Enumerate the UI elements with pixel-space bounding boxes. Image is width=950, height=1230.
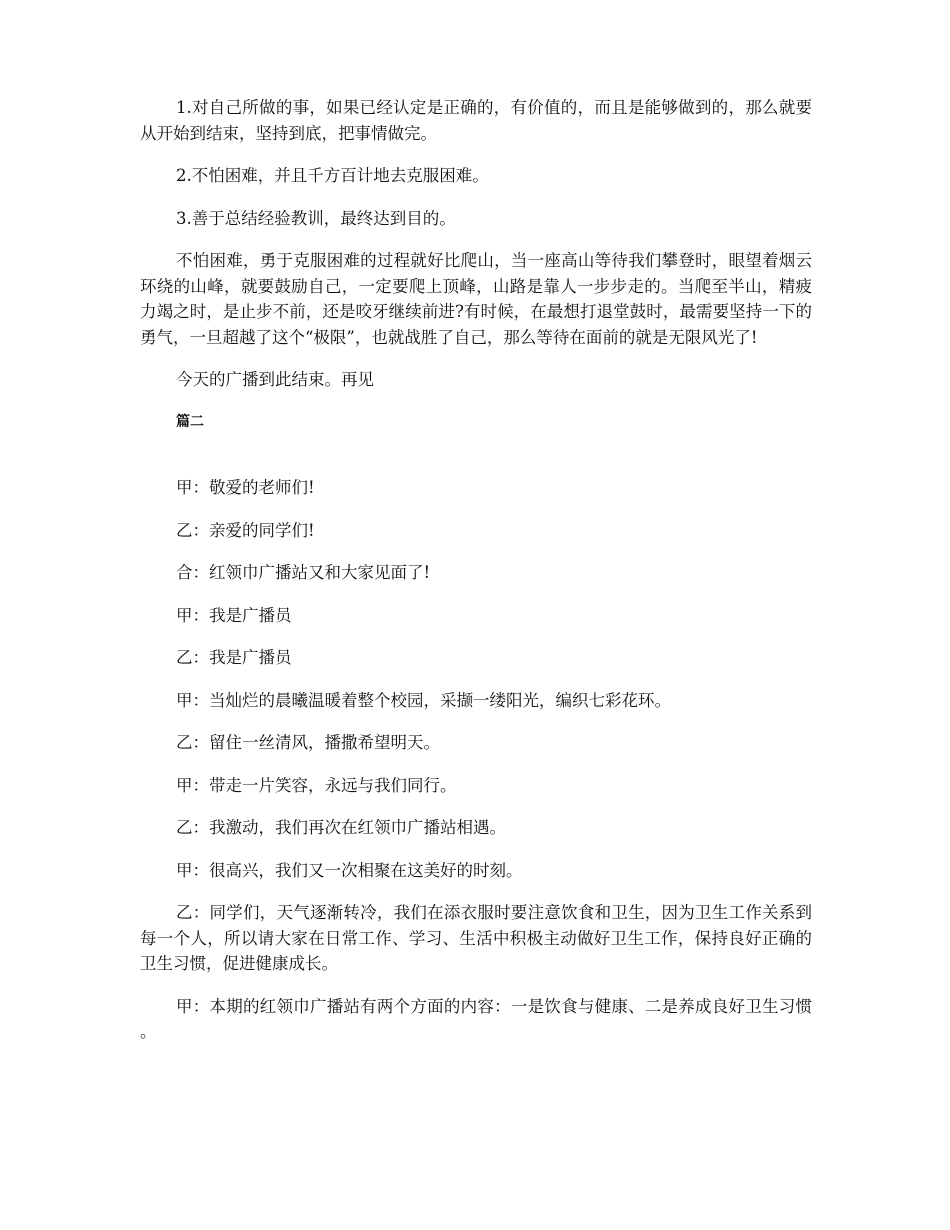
dialogue-line: 乙：我是广播员	[176, 648, 292, 667]
paragraph-closing: 今天的广播到此结束。再见	[176, 370, 374, 389]
dialogue-line: 甲：敬爱的老师们!	[176, 478, 315, 497]
dialogue-line: 甲：我是广播员	[176, 605, 292, 625]
dialogue-line: 乙：留住一丝清风，播撒希望明天。	[176, 733, 440, 752]
dialogue-line: 甲：本期的红领巾广播站有两个方面的内容：一是饮食与健康、二是养成良好卫生习惯 。	[140, 996, 812, 1041]
paragraph-point-1: 1.对自己所做的事，如果已经认定是正确的，有价值的，而且是能够做到的，那么就要从开始到结束，坚持到底，把事情做完。	[140, 98, 812, 143]
dialogue-line: 合：红领巾广播站又和大家见面了!	[176, 563, 431, 582]
section-heading: 篇二	[176, 413, 204, 430]
paragraph-climbing-metaphor: 不怕困难，勇于克服困难的过程就好比爬山，当一座高山等待我们攀登时，眼望着烟云环绕的山峰，就要鼓励自己，一定要爬上顶峰，山路是靠人一步步走的。当爬至半山，精疲力竭之时，是止步不前，还是咬牙继续前进?有时候，在最想打退堂鼓时，最需要坚持一下的勇气，一旦超越了这个“极限”，也就战胜了自己，那么等待在面前的就是无限风光了!	[140, 251, 812, 347]
dialogue-line: 甲：带走一片笑容，永远与我们同行。	[176, 775, 457, 795]
dialogue-line: 乙：同学们，天气逐渐转冷，我们在添衣服时要注意饮食和卫生，因为卫生工作关系到每一个人，所以请大家在日常工作、学习、生活中积极主动做好卫生工作，保持良好正确的卫生习惯，促进健康成长。	[140, 903, 812, 973]
paragraph-point-3: 3.善于总结经验教训，最终达到目的。	[176, 208, 456, 228]
dialogue-line: 甲：当灿烂的晨曦温暖着整个校园，采撷一缕阳光，编织七彩花环。	[176, 690, 671, 710]
paragraph-point-2: 2.不怕困难，并且千方百计地去克服困难。	[176, 166, 489, 185]
dialogue-line: 乙：我激动，我们再次在红领巾广播站相遇。	[176, 818, 506, 837]
dialogue-line: 乙：亲爱的同学们!	[176, 520, 315, 540]
dialogue-line: 甲：很高兴，我们又一次相聚在这美好的时刻。	[176, 860, 523, 880]
document-body	[140, 95, 812, 1062]
